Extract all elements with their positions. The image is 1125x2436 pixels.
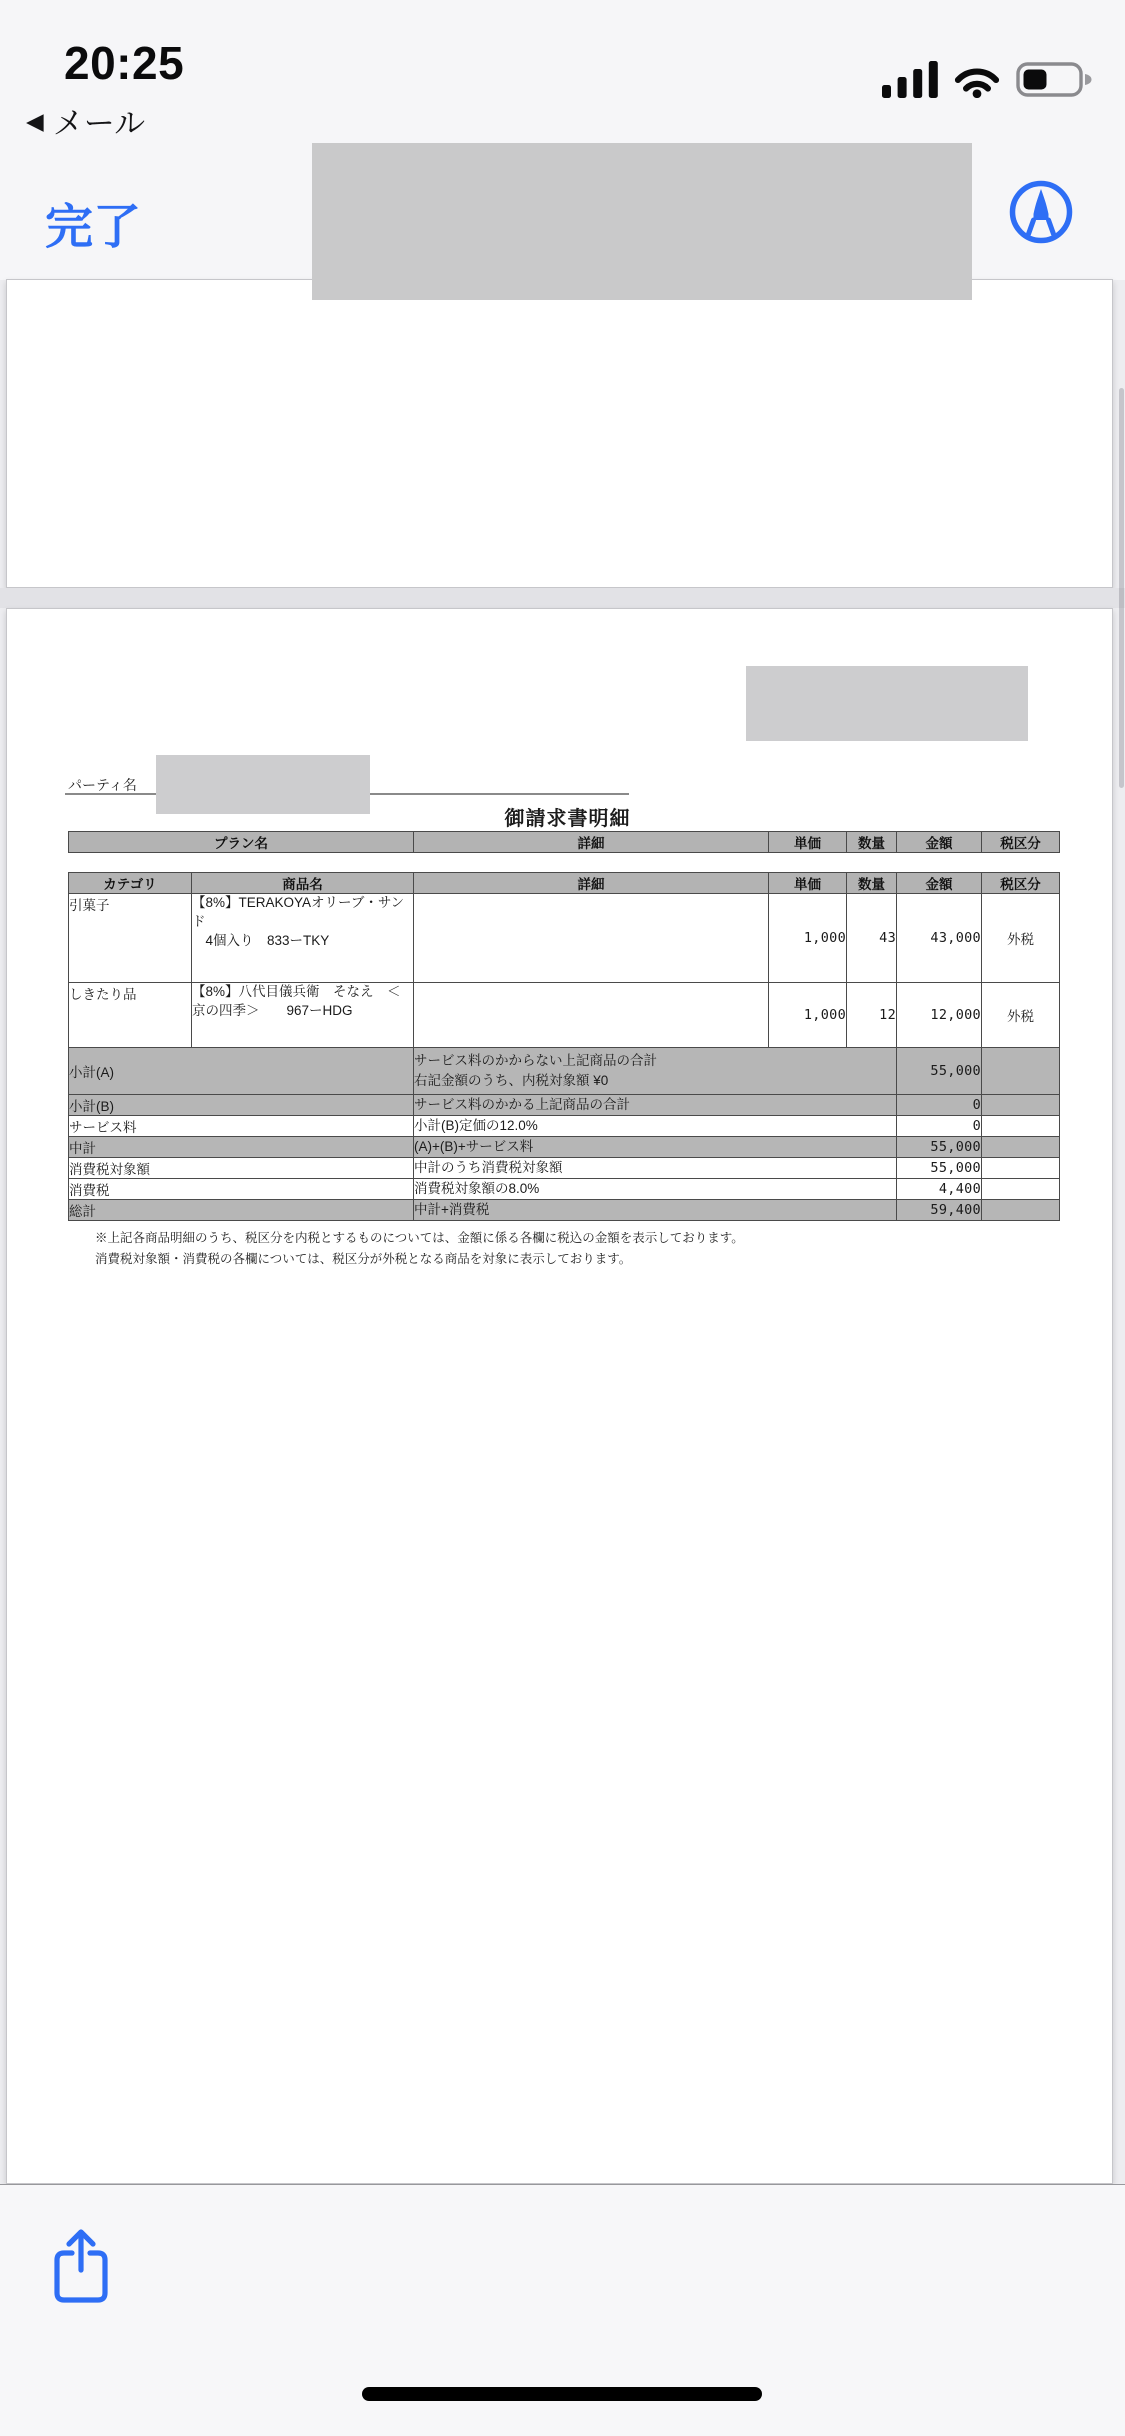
invoice-document [7, 609, 1112, 2183]
summary-tax-cell [982, 1095, 1060, 1116]
redaction-box-header [312, 143, 972, 300]
item-tax-type: 外税 [982, 894, 1060, 983]
summary-row-mid-total [69, 1137, 1060, 1158]
pen-nib-flare [1029, 220, 1054, 234]
summary-row-taxable-amount [69, 1158, 1060, 1179]
invoice-title: 御請求書明細 [504, 808, 631, 830]
summary-row-service-fee [69, 1116, 1060, 1137]
item-category: 引菓子 [69, 894, 192, 983]
redaction-box-party-name [156, 755, 370, 814]
col-header-detail: 詳細 [414, 873, 769, 894]
footnote-line2: 消費税対象額・消費税の各欄については、税区分が外税となる商品を対象に表示しております。 [95, 1252, 632, 1266]
document-page-2[interactable] [6, 608, 1113, 2184]
items-table [68, 872, 1060, 1221]
back-to-app-breadcrumb[interactable] [26, 98, 145, 143]
footnote-line1: ※上記各商品明細のうち、税区分を内税とするものについては、金額に係る各欄に税込の金額を表示しております。 [95, 1231, 744, 1245]
items-header-row [69, 873, 1060, 894]
summary-amount: 55,000 [897, 1158, 982, 1179]
summary-row-subtotal-b [69, 1095, 1060, 1116]
party-name-label: パーティ名 [68, 777, 137, 793]
col-header-product-name: 商品名 [192, 873, 414, 894]
home-indicator[interactable] [362, 2387, 762, 2401]
page-gap [0, 588, 1125, 608]
summary-tax-cell [982, 1158, 1060, 1179]
summary-desc [414, 1048, 897, 1095]
summary-amount: 0 [897, 1095, 982, 1116]
summary-desc-line1: サービス料のかからない上記商品の合計 [414, 1053, 657, 1069]
item-product-name [192, 894, 414, 983]
document-page-1[interactable] [6, 279, 1113, 588]
summary-desc: 中計+消費税 [414, 1200, 897, 1221]
pen-nib-icon [1034, 189, 1049, 220]
item-tax-type: 外税 [982, 983, 1060, 1048]
summary-label: 消費税対象額 [69, 1158, 414, 1179]
footnotes [95, 1228, 744, 1270]
share-button[interactable] [50, 2228, 112, 2306]
item-row [69, 983, 1060, 1048]
breadcrumb-label: メール [52, 106, 146, 141]
summary-label: サービス料 [69, 1116, 414, 1137]
summary-label: 小計(A) [69, 1048, 414, 1095]
markup-pen-button[interactable] [1007, 180, 1075, 248]
summary-desc-line2: 右記金額のうち、内税対象額 ¥0 [414, 1073, 609, 1088]
summary-desc: 消費税対象額の8.0% [414, 1179, 897, 1200]
cellular-signal-icon [882, 60, 938, 98]
item-detail [414, 983, 769, 1048]
item-detail [414, 894, 769, 983]
summary-amount: 0 [897, 1116, 982, 1137]
col-header-quantity: 数量 [847, 873, 897, 894]
item-quantity: 43 [847, 894, 897, 983]
summary-row-grand-total [69, 1200, 1060, 1221]
item-row [69, 894, 1060, 983]
col-header-tax-type: 税区分 [982, 832, 1060, 853]
col-header-detail: 詳細 [414, 832, 769, 853]
col-header-category: カテゴリ [69, 873, 192, 894]
col-header-tax-type: 税区分 [982, 873, 1060, 894]
item-unit-price: 1,000 [769, 983, 847, 1048]
col-header-unit-price: 単価 [769, 832, 847, 853]
summary-tax-cell [982, 1048, 1060, 1095]
summary-label: 消費税 [69, 1179, 414, 1200]
plan-header-row [69, 832, 1060, 853]
battery-icon [1016, 62, 1094, 98]
item-category: しきたり品 [69, 983, 192, 1048]
col-header-quantity: 数量 [847, 832, 897, 853]
item-product-name [192, 983, 414, 1048]
summary-label: 中計 [69, 1137, 414, 1158]
summary-label: 小計(B) [69, 1095, 414, 1116]
item-quantity: 12 [847, 983, 897, 1048]
col-header-plan-name: プラン名 [69, 832, 414, 853]
summary-desc: サービス料のかかる上記商品の合計 [414, 1095, 897, 1116]
summary-desc: 小計(B)定価の12.0% [414, 1116, 897, 1137]
status-time: 20:25 [64, 37, 185, 89]
item-name-line2: 4個入り 833ーTKY [192, 932, 330, 948]
item-unit-price: 1,000 [769, 894, 847, 983]
summary-tax-cell [982, 1179, 1060, 1200]
back-triangle-icon: ◀ [26, 108, 44, 134]
scroll-indicator [1119, 388, 1124, 788]
wifi-icon [952, 60, 1002, 98]
item-name-line1: 【8%】TERAKOYAオリーブ・サンド [192, 895, 405, 929]
summary-tax-cell [982, 1116, 1060, 1137]
summary-tax-cell [982, 1200, 1060, 1221]
summary-desc: (A)+(B)+サービス料 [414, 1137, 897, 1158]
summary-amount: 4,400 [897, 1179, 982, 1200]
col-header-amount: 金額 [897, 832, 982, 853]
summary-row-consumption-tax [69, 1179, 1060, 1200]
item-amount: 43,000 [897, 894, 982, 983]
summary-amount: 59,400 [897, 1200, 982, 1221]
summary-row-subtotal-a [69, 1048, 1060, 1095]
col-header-unit-price: 単価 [769, 873, 847, 894]
summary-amount: 55,000 [897, 1137, 982, 1158]
redaction-box-address [746, 666, 1028, 741]
summary-desc: 中計のうち消費税対象額 [414, 1158, 897, 1179]
item-name-line2: 京の四季＞ 967ーHDG [192, 1002, 353, 1018]
plan-header-table [68, 831, 1060, 853]
share-icon [57, 2232, 105, 2300]
summary-label: 総計 [69, 1200, 414, 1221]
col-header-amount: 金額 [897, 873, 982, 894]
item-name-line1: 【8%】八代目儀兵衛 そなえ ＜ [192, 984, 401, 999]
item-amount: 12,000 [897, 983, 982, 1048]
summary-amount: 55,000 [897, 1048, 982, 1095]
summary-tax-cell [982, 1137, 1060, 1158]
status-icons [882, 60, 1094, 98]
done-button[interactable]: 完了 [45, 201, 142, 254]
